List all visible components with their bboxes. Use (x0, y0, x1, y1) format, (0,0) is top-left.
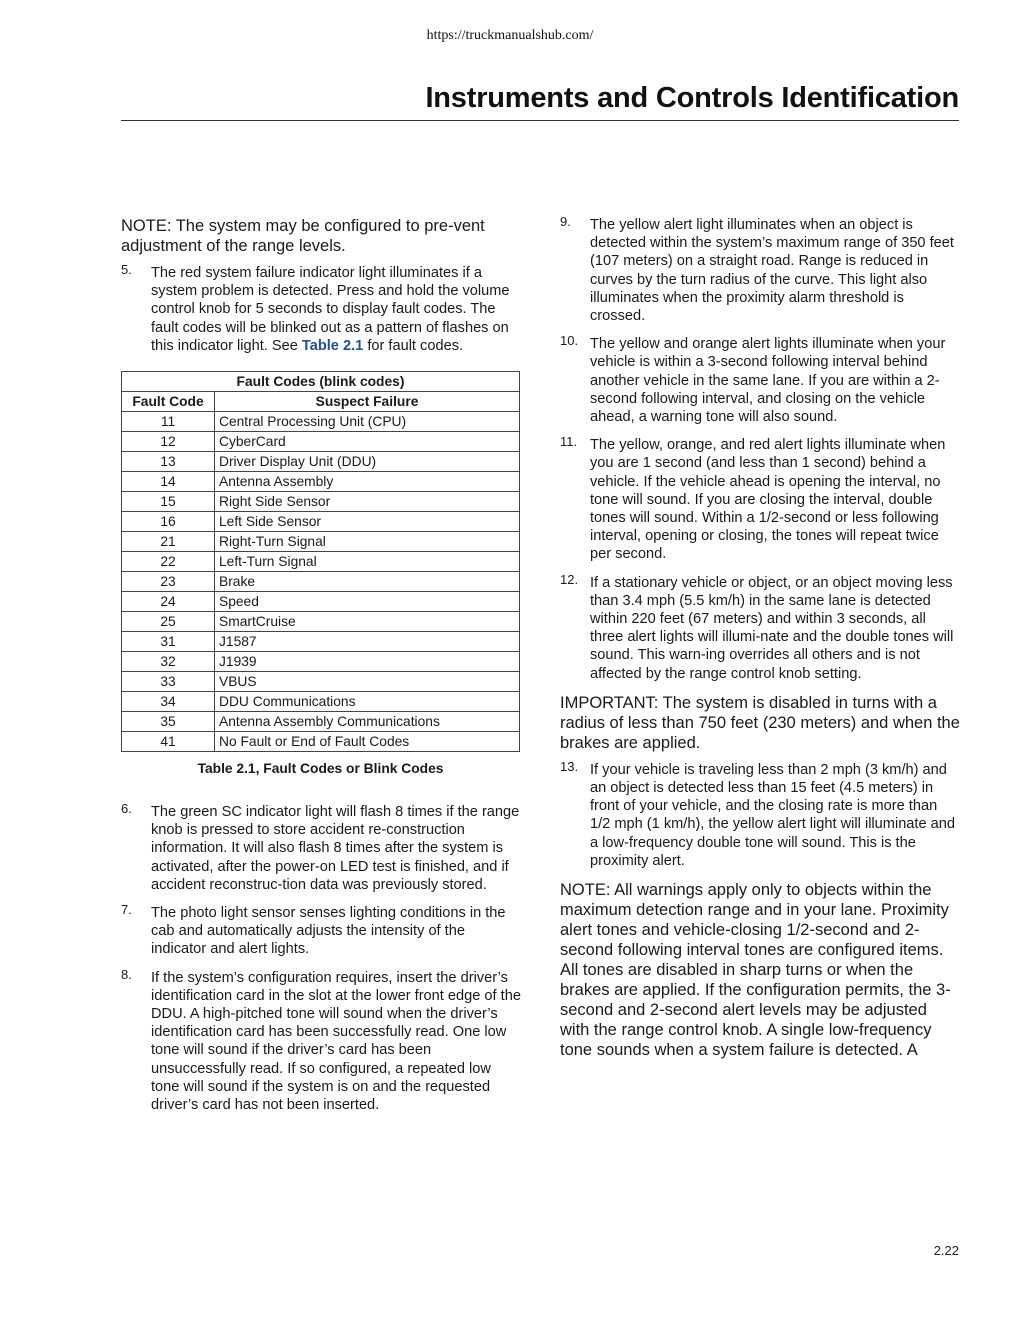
page-number: 2.22 (933, 1243, 959, 1258)
fault-code-cell: 34 (122, 692, 215, 712)
item-text: The yellow alert light illuminates when an object is detected within the system’s maximum range of 350 feet (107 meters) on a straight road. Range is reduced in curves by the turn radius of the curve. This light also illuminates when the proximity alarm threshold is crossed. (590, 217, 954, 325)
table-row (122, 692, 520, 712)
item-text: If the system’s configuration requires, insert the driver’s identification card in the slot at the lower front edge of the DDU. A high-pitched tone will sound when the driver’s identification card has been successfully read. One low tone will sound if the driver’s card has been unsuccessfully read. If so configured, a repeated low tone will sound if the system is on and the requested driver’s card has not been inserted. (151, 969, 521, 1114)
table-row (122, 492, 520, 512)
fault-code-cell: 14 (122, 472, 215, 492)
table-2-1-link[interactable]: Table 2.1 (301, 337, 364, 354)
suspect-failure-cell: CyberCard (215, 432, 520, 452)
table-row (122, 612, 520, 632)
item-text-end: for fault codes. (363, 337, 464, 354)
table-row (122, 732, 520, 752)
suspect-failure-cell: Speed (215, 592, 520, 612)
item-number: 7. (121, 902, 132, 918)
item-number: 12. (560, 571, 579, 587)
list-item-12 (560, 571, 960, 683)
suspect-failure-cell: Right Side Sensor (215, 492, 520, 512)
source-url: https://truckmanualshub.com/ (426, 28, 594, 43)
table-row (122, 672, 520, 692)
fault-code-cell: 25 (122, 612, 215, 632)
list-item-9 (560, 216, 960, 325)
fault-code-cell: 32 (122, 652, 215, 672)
suspect-failure-cell: Central Processing Unit (CPU) (215, 412, 520, 432)
table-title: Fault Codes (blink codes) (122, 372, 520, 392)
table-row (122, 652, 520, 672)
list-item-11 (560, 436, 960, 563)
table-row (122, 452, 520, 472)
suspect-failure-cell: Antenna Assembly (215, 472, 520, 492)
suspect-failure-cell: VBUS (215, 672, 520, 692)
suspect-failure-cell: Driver Display Unit (DDU) (215, 452, 520, 472)
fault-code-cell: 23 (122, 572, 215, 592)
right-column (560, 216, 960, 1068)
item-text: The red system failure indicator light illuminates if a system problem is detected. Press and hold the volume control knob for 5 seconds to display fault codes. The fault codes will be blinked out as a pattern of flashes on this indicator light. See (151, 265, 510, 354)
suspect-failure-cell: Right-Turn Signal (215, 532, 520, 552)
item-text: If your vehicle is traveling less than 2 mph (3 km/h) and an object is detected less than 15 feet (4.5 meters) in front of your vehicle, and the closing rate is more than 1/2 mph (1 km/h), the yellow alert light will illuminate and a low-frequency double tone will sound. This is the proximity alert. (590, 761, 956, 869)
item-text: The green SC indicator light will flash 8 times if the range knob is pressed to store accident re-construction information. It will also flash 8 times after the system is activated, after the power-on LED test is finished, and if accident reconstruc-tion data was previously stored. (151, 804, 520, 893)
table-row (122, 472, 520, 492)
list-item-7 (121, 904, 521, 959)
note-range-levels: NOTE: The system may be configured to pre-vent adjustment of the range levels. (121, 217, 485, 255)
table-row (122, 552, 520, 572)
table-row (122, 632, 520, 652)
table-caption: Table 2.1, Fault Codes or Blink Codes (197, 761, 444, 777)
table-row (122, 432, 520, 452)
fault-code-cell: 24 (122, 592, 215, 612)
suspect-failure-cell: J1939 (215, 652, 520, 672)
item-number: 5. (121, 262, 132, 277)
column-header-suspect-failure: Suspect Failure (215, 392, 520, 412)
fault-code-cell: 41 (122, 732, 215, 752)
table-body (122, 412, 520, 752)
item-text: If a stationary vehicle or object, or an object moving less than 3.4 mph (5.5 km/h) in the same lane is detected within 220 feet (67 meters) and within 3 seconds, all three alert lights will illumi-nate and the double tones will sound. This warn-ing overrides all others and is not affected by the range control knob setting. (590, 574, 954, 682)
fault-code-cell: 16 (122, 512, 215, 532)
item-number: 10. (560, 333, 579, 349)
suspect-failure-cell: J1587 (215, 632, 520, 652)
table-row (122, 512, 520, 532)
list-item-13 (560, 758, 960, 870)
list-item-6 (121, 803, 521, 894)
item-number: 13. (560, 758, 579, 774)
item-text: The photo light sensor senses lighting conditions in the cab and automatically adjusts the intensity of the indicator and alert lights. (151, 905, 506, 958)
suspect-failure-cell: DDU Communications (215, 692, 520, 712)
note-warnings: NOTE: All warnings apply only to objects within the maximum detection range and in your lane. Proximity alert tones and vehicle-closing 1/2-second and 2-second following interval tones are configured items. All tones are disabled in sharp turns or when the brakes are applied. If the configuration permits, the 3-second and 2-second alert levels may be adjusted with the range control knob. A single low-frequency tone sounds when a system failure is detected. A (560, 881, 951, 1060)
suspect-failure-cell: Left-Turn Signal (215, 552, 520, 572)
column-header-fault-code: Fault Code (122, 392, 215, 412)
important-note: IMPORTANT: The system is disabled in turns with a radius of less than 750 feet (230 meters) and when the brakes are applied. (560, 693, 960, 752)
fault-code-cell: 13 (122, 452, 215, 472)
table-row (122, 532, 520, 552)
item-text: The yellow and orange alert lights illuminate when your vehicle is within a 3-second following interval behind another vehicle in the same lane. If you are within a 2-second following interval, and closing on the vehicle ahead, a warning tone will also sound. (590, 336, 946, 426)
item-number: 11. (560, 434, 578, 450)
item-number: 9. (560, 214, 571, 229)
suspect-failure-cell: Brake (215, 572, 520, 592)
fault-codes-table (121, 371, 520, 752)
table-row (122, 712, 520, 732)
fault-code-cell: 31 (122, 632, 215, 652)
list-item-10 (560, 335, 960, 426)
list-item-8 (121, 966, 521, 1115)
page-title: Instruments and Controls Identification (425, 82, 959, 114)
title-divider (121, 120, 959, 121)
table-row (122, 412, 520, 432)
fault-code-cell: 12 (122, 432, 215, 452)
table-row (122, 572, 520, 592)
suspect-failure-cell: Antenna Assembly Communications (215, 712, 520, 732)
suspect-failure-cell: Left Side Sensor (215, 512, 520, 532)
fault-code-cell: 35 (122, 712, 215, 732)
fault-code-cell: 22 (122, 552, 215, 572)
table-row (122, 592, 520, 612)
fault-code-cell: 11 (122, 412, 215, 432)
list-item-5 (121, 264, 521, 355)
left-column (121, 216, 521, 1124)
fault-code-cell: 21 (122, 532, 215, 552)
suspect-failure-cell: No Fault or End of Fault Codes (215, 732, 520, 752)
fault-code-cell: 33 (122, 672, 215, 692)
suspect-failure-cell: SmartCruise (215, 612, 520, 632)
item-text: The yellow, orange, and red alert lights illuminate when you are 1 second (and less than 1 second) behind a vehicle. If the vehicle ahead is opening the interval, no tone will sound. If you are closing the interval, double tones will sound. Within a 1/2-second or less following interval, opening or closing, the tones will repeat twice per second. (590, 437, 946, 563)
item-number: 6. (121, 801, 132, 817)
item-number: 8. (121, 966, 132, 982)
fault-code-cell: 15 (122, 492, 215, 512)
